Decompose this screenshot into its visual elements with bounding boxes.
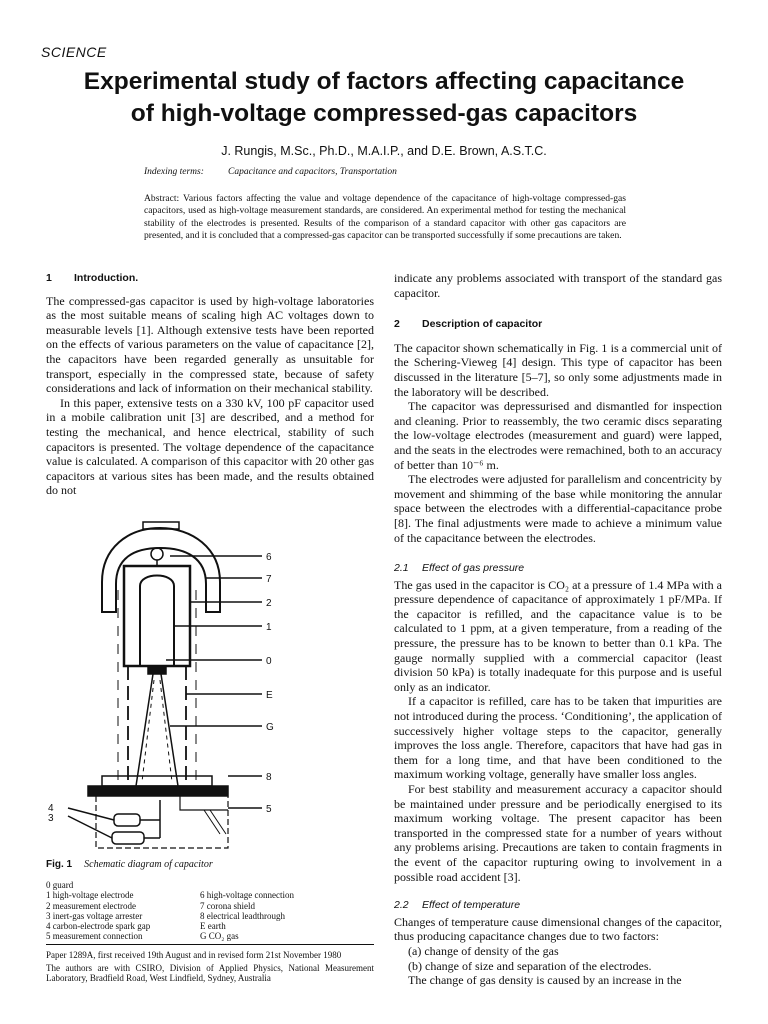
- inner-lines: [142, 680, 172, 782]
- label-5: 5: [266, 804, 272, 815]
- spark-gap: [114, 814, 140, 826]
- legend-item: 1 high-voltage electrode: [46, 890, 134, 901]
- authors: J. Rungis, M.Sc., Ph.D., M.A.I.P., and D.E. Brown, A.S.T.C.: [221, 144, 547, 158]
- list-item-b: (b) change of size and separation of the electrodes.: [408, 958, 652, 973]
- label-4: 4: [48, 803, 54, 814]
- indexing-terms: [144, 167, 397, 177]
- bottom-compartment: [96, 796, 228, 848]
- caption-number: Fig. 1: [46, 859, 73, 870]
- sec1-paragraph-2: In this paper, extensive tests on a 330 kV, 100 pF capacitor used in a mobile calibration unit [3] are described, and a method for testing the mechanical, and hence electrical, stability of such capacitors is presented. The voltage dependence of the capacitance value is calculated. A comparison of this capacitor with 20 other gas capacitors at various sites has been made, and the results obtained do not: [46, 395, 374, 498]
- legend-item: 5 measurement connection: [46, 931, 143, 942]
- label-6: 6: [266, 552, 272, 563]
- sec21-paragraph-3: For best stability and measurement accuracy a capacitor should be maintained under pressure and be periodically energised to its maximum working voltage. The present capacitor has been transported in the compressed state for a number of years without any problems arising. Precautions are taken to contain fragments in the event of the capacitor rupturing owing to involvement in a possible road accident [3].: [394, 782, 722, 884]
- sec21-paragraph-2: If a capacitor is refilled, care has to be taken that impurities are not introduced during the process. ‘Conditioning’, the application of successively higher voltage steps to the capacitor, generally improves the loss angle. Therefore, capacitors that have had gas in them for a long time, and that have been conditioned to the maximum working voltage, generally have smaller loss angles.: [394, 694, 722, 782]
- legend-item: G CO₂ gas: [200, 931, 239, 942]
- hv-electrode: [140, 576, 174, 667]
- legend-left: [46, 880, 206, 942]
- section-2-2-heading: [394, 898, 722, 913]
- indexing-values: Capacitance and capacitors, Transportation: [228, 167, 397, 177]
- legend-item: 8 electrical leadthrough: [200, 910, 285, 921]
- title-line-1: Experimental study of factors affecting capacitance: [83, 68, 685, 95]
- sec1-paragraph-1: The compressed-gas capacitor is used by high-voltage laboratories as the most suitable means of scaling high AC voltages down to measurable levels [1]. Although extensive tests have been reported on the effects of various parameters on the value of capacitance [2], the capacitors have been regarded generally as unsuitable for transport, especially in the compressed state, because of safety considerations and lack of information on their mechanical stability.: [46, 293, 374, 396]
- sec22-paragraph-1: Changes of temperature cause dimensional changes of the capacitor, thus producing capacitance changes due to two factors:: [394, 914, 722, 944]
- section-1-number: 1: [46, 272, 52, 284]
- section-tag: SCIENCE: [41, 44, 107, 60]
- label-1: 1: [266, 622, 272, 633]
- legend-item: E earth: [200, 921, 226, 932]
- sec2-paragraph-1: The capacitor shown schematically in Fig. 1 is a commercial unit of the Schering-Vieweg [4] design. This type of capacitor has been discussed in the literature [5–7], so only some adjustments made in the laboratory will be described.: [394, 340, 722, 399]
- caption-text: Schematic diagram of capacitor: [84, 859, 213, 870]
- footnote: [46, 950, 374, 984]
- outer-dashed-wall: [118, 590, 196, 792]
- legend-item: 7 corona shield: [200, 900, 255, 911]
- figure-caption: [46, 859, 213, 870]
- insulating-enclosure: [128, 666, 186, 792]
- section-2-1-number: 2.1: [394, 562, 409, 575]
- hv-connection-ring: [151, 548, 163, 560]
- footnote-rule: [46, 944, 374, 945]
- sec22-paragraph-2: The change of gas density is caused by an increase in the: [408, 973, 682, 988]
- section-1-heading: [46, 271, 374, 286]
- legend-item: 6 high-voltage connection: [200, 890, 294, 901]
- label-0: 0: [266, 656, 272, 667]
- section-2-title: Description of capacitor: [422, 318, 543, 331]
- continued-paragraph: indicate any problems associated with transport of the standard gas capacitor.: [394, 271, 722, 300]
- central-conductor: [136, 674, 178, 786]
- indexing-label: Indexing terms:: [144, 167, 204, 177]
- label-8: 8: [266, 772, 272, 783]
- legend-right: [200, 890, 350, 941]
- section-2-1-heading: [394, 561, 722, 576]
- legend-item: 3 inert-gas voltage arrester: [46, 910, 143, 921]
- section-2-1-title: Effect of gas pressure: [422, 562, 525, 575]
- sec21-paragraph-1: The gas used in the capacitor is CO₂ at a pressure of 1.4 MPa with a pressure dependence of capacitance of approximately 1 pF/MPa. If the capacitor is refilled, and the capacitance value is to be calculated to 1 ppm, at a given temperature, from a reading of the pressure, the pressure has to be known to better than 0.1 kPa. The gauge normally supplied with a commercial capacitor (least division 50 kPa) is totally inadequate for this purpose and is useful only as an indicator.: [394, 577, 722, 694]
- paper-title: [20, 66, 748, 130]
- corona-shield: [102, 528, 220, 612]
- sec2-paragraph-3: The electrodes were adjusted for parallelism and concentricity by movement and shimming of the base while monitoring the annular space between the electrodes with a differential-capacitance probe [8]. The final adjustments were made to achieve a minimum value of the capacitance between the electrodes.: [394, 472, 722, 545]
- voltage-arrester: [112, 832, 144, 844]
- capacitor-schematic: [30, 520, 320, 855]
- label-7: 7: [266, 574, 272, 585]
- flange: [148, 666, 166, 674]
- section-2-heading: [394, 317, 722, 332]
- legend-item: 2 measurement electrode: [46, 900, 136, 911]
- right-column: [394, 271, 722, 988]
- abstract: Abstract: Various factors affecting the value and voltage dependence of the capacitance of high-voltage compressed-gas capacitors, used as high-voltage measurement standards, are considered. An experimental method for testing the mechanical stability of the electrodes is presented. Results of the comparison of a standard capacitor with other gas capacitors are presented, and it is concluded that a compressed-gas capacitor can be transported successfully if some precautions are taken.: [144, 193, 626, 241]
- left-column: [46, 271, 374, 498]
- label-E: E: [266, 690, 273, 701]
- base-plate: [88, 786, 228, 796]
- footnote-received: Paper 1289A, first received 19th August and in revised form 21st November 1980: [46, 950, 342, 960]
- section-1-title: Introduction.: [74, 272, 139, 284]
- outer-tube: [124, 566, 190, 666]
- section-2-number: 2: [394, 318, 400, 331]
- label-2: 2: [266, 598, 272, 609]
- section-2-2-number: 2.2: [394, 899, 409, 912]
- legend-item: 4 carbon-electrode spark gap: [46, 921, 151, 932]
- footnote-affiliation: The authors are with CSIRO, Division of Applied Physics, National Measurement Laboratory, Bradfield Road, West Lindfield, Sydney, Australia: [46, 962, 374, 983]
- legend-item: 0 guard: [46, 880, 74, 890]
- label-G: G: [266, 722, 274, 733]
- section-2-2-title: Effect of temperature: [422, 899, 521, 912]
- title-line-2: of high-voltage compressed-gas capacitors: [130, 100, 638, 127]
- label-3: 3: [48, 813, 54, 824]
- list-item-a: (a) change of density of the gas: [408, 943, 559, 958]
- sec2-paragraph-2: The capacitor was depressurised and dismantled for inspection and cleaning. Prior to reassembly, the two ceramic discs separating the low-voltage electrodes (measurement and guard) were lapped, and the seats in the electrodes were remachined, both to an accuracy of better than 10⁻⁶ m.: [394, 399, 722, 472]
